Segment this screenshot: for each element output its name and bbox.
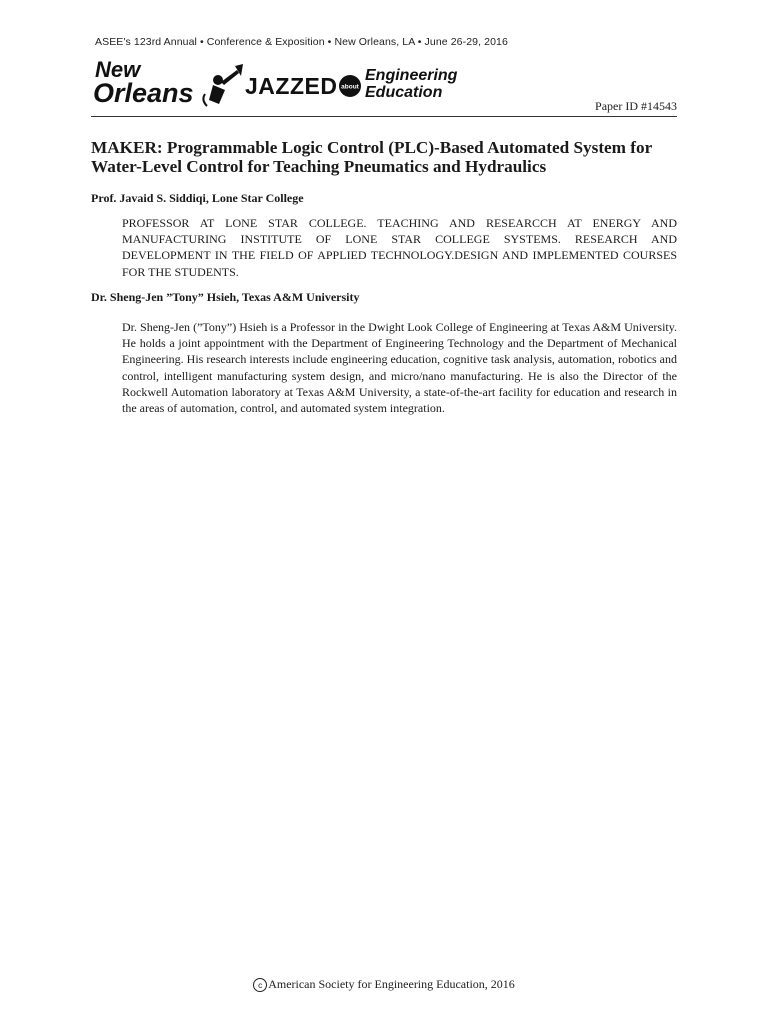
- logo-new: New: [95, 57, 141, 82]
- author-name-1: Prof. Javaid S. Siddiqi, Lone Star College: [91, 191, 304, 205]
- paper-id: Paper ID #14543: [595, 99, 677, 113]
- copyright-text: American Society for Engineering Education, 2016: [268, 977, 515, 991]
- logo-education: Education: [365, 84, 443, 101]
- author-name-2: Dr. Sheng-Jen ”Tony” Hsieh, Texas A&M University: [91, 290, 360, 304]
- author-bio-1: PROFESSOR AT LONE STAR COLLEGE. TEACHING AND RESEARCCH AT ENERGY AND MANUFACTURING INSTITUTE OF LONE STAR COLLEGE SYSTEMS. RESEARCH AND DEVELOPMENT IN THE FIELD OF APPLIED TECHNOLOGY.DESIGN AND IMPLEMENTED COURSES FOR THE STUDENTS.: [122, 216, 677, 279]
- logo-orleans: Orleans: [93, 78, 194, 108]
- trumpet-player-icon: [203, 64, 243, 106]
- conference-line: ASEE's 123rd Annual • Conference & Exposition • New Orleans, LA • June 26-29, 2016: [95, 36, 508, 48]
- header-rule: [91, 116, 677, 117]
- conference-logo: [93, 54, 493, 110]
- copyright-icon: c: [253, 978, 267, 992]
- logo-about: about: [341, 83, 359, 91]
- logo-jazzed: JAZZED: [245, 73, 338, 99]
- copyright-footer: [0, 977, 768, 992]
- paper-title: MAKER: Programmable Logic Control (PLC)-Based Automated System for Water-Level Control for Teaching Pneumatics and Hydraulics: [91, 138, 652, 176]
- author-bio-2: Dr. Sheng-Jen (”Tony”) Hsieh is a Professor in the Dwight Look College of Engineering at Texas A&M University. He holds a joint appointment with the Department of Engineering Technology and the Department of Mechanical Engineering. His research interests include engineering education, cognitive task analysis, automation, robotics and control, intelligent manufacturing system design, and micro/nano manufacturing. He is also the Director of the Rockwell Automation laboratory at Texas A&M University, a state-of-the-art facility for education and research in the areas of automation, control, and automated system integration.: [122, 320, 677, 416]
- logo-engineering: Engineering: [365, 67, 458, 84]
